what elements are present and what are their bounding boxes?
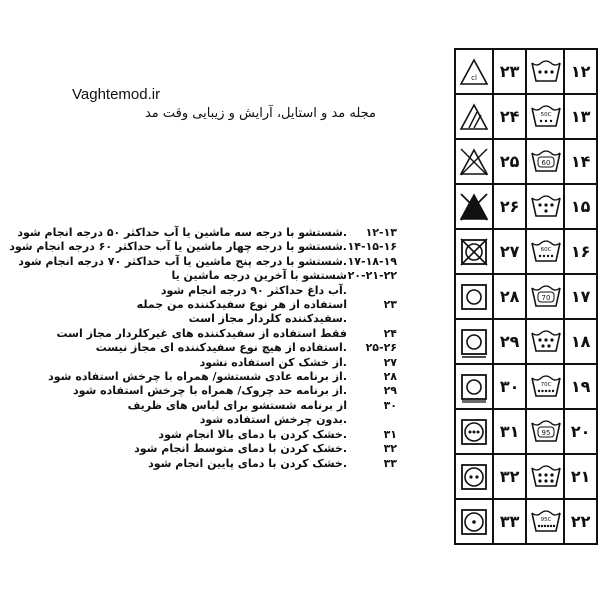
symbol-number: ۳۱ (493, 409, 526, 454)
legend-number: ۱۲-۱۳ (365, 226, 397, 239)
legend-text: .از برنامه عادی شستشو/ همراه با چرخش استفاده شود (48, 370, 347, 384)
symbol-number: ۱۶ (564, 229, 597, 274)
symbol-row (455, 229, 597, 274)
symbol-grid (454, 48, 598, 545)
bleach-non-chlorine-icon (455, 94, 493, 139)
symbol-row (455, 184, 597, 229)
symbol-row (455, 274, 597, 319)
legend-row (0, 226, 405, 240)
legend-number: ۲۳ (383, 298, 397, 312)
legend-number: ۲۷ (383, 355, 397, 369)
symbol-row (455, 364, 597, 409)
legend-text: .از برنامه حد چروک/ همراه با چرخش استفاده شود (72, 384, 347, 398)
legend-text: .خشک کردن با دمای پایین انجام شود (148, 456, 347, 470)
wash-temp-icon (526, 274, 564, 319)
symbol-number: ۱۹ (564, 364, 597, 409)
legend-row (0, 269, 405, 283)
symbol-row (455, 94, 597, 139)
magazine-subtitle: مجله مد و استایل، آرایش و زیبایی وقت مد (144, 106, 376, 121)
symbol-number: ۱۲ (564, 49, 597, 94)
symbol-row (455, 499, 597, 544)
legend-number (347, 413, 405, 427)
tumble-dry-two-dots-icon (455, 454, 493, 499)
symbol-number: ۳۳ (493, 499, 526, 544)
legend-number: ۱۷-۱۸-۱۹ (347, 254, 397, 268)
no-tumble-dry-icon (455, 229, 493, 274)
tumble-dry-delicate-icon (455, 364, 493, 409)
symbol-number: ۳۰ (493, 364, 526, 409)
legend-row (0, 356, 405, 370)
legend-text: .از خشک کن استفاده نشود (199, 355, 347, 369)
symbol-number: ۲۸ (493, 274, 526, 319)
wash-four-dots-icon (526, 229, 564, 274)
brand-name: Vaghtemod.ir (72, 86, 161, 103)
symbol-number: ۳۲ (493, 454, 526, 499)
wash-five-dots-icon (526, 364, 564, 409)
legend-number: ۲۴ (383, 326, 397, 340)
symbol-row (455, 49, 597, 94)
legend-text: شستشو با آخرین درجه ماشین یا (171, 269, 347, 283)
legend-text: .آب داغ حداکثر ۹۰ درجه انجام شود (160, 283, 347, 297)
legend-text: .بدون چرخش استفاده شود (199, 413, 347, 427)
symbol-row (455, 139, 597, 184)
symbol-number: ۱۸ (564, 319, 597, 364)
legend-text: .خشک کردن با دمای بالا انجام شود (158, 427, 347, 441)
legend-row (0, 399, 405, 413)
symbol-number: ۲۹ (493, 319, 526, 364)
legend-number: ۲۰-۲۱-۲۲ (347, 269, 397, 283)
svg-text:95: 95 (541, 428, 551, 437)
symbol-number: ۲۲ (564, 499, 597, 544)
svg-text:70: 70 (541, 293, 551, 302)
legend-text: فقط استفاده از سفیدکننده های غیرکلردار مجاز است (56, 326, 347, 340)
legend-number (347, 284, 405, 298)
wash-temp-icon (526, 139, 564, 184)
legend-row (0, 312, 405, 326)
no-bleach-icon (455, 139, 493, 184)
legend-row (0, 255, 405, 269)
wash-four-dots-icon (526, 184, 564, 229)
wash-three-dots-icon (526, 49, 564, 94)
symbol-number: ۲۴ (493, 94, 526, 139)
svg-text:60C: 60C (540, 246, 552, 253)
tumble-dry-icon (455, 274, 493, 319)
symbol-number: ۲۳ (493, 49, 526, 94)
bleach-cl-icon (455, 49, 493, 94)
legend-row (0, 284, 405, 298)
legend-row (0, 413, 405, 427)
symbol-number: ۲۷ (493, 229, 526, 274)
legend-row (0, 457, 405, 471)
legend-row (0, 298, 405, 312)
symbol-number: ۲۰ (564, 409, 597, 454)
legend-text: استفاده از هر نوع سفیدکننده من جمله (136, 298, 347, 312)
legend-number: ۲۹ (383, 384, 397, 398)
legend-text: .استفاده از هیچ نوع سفیدکننده ای مجاز نیست (95, 341, 347, 355)
symbol-row (455, 454, 597, 499)
svg-text:70C: 70C (540, 381, 552, 388)
no-bleach-filled-icon (455, 184, 493, 229)
legend-number: ۳۳ (383, 456, 397, 470)
symbol-number: ۱۳ (564, 94, 597, 139)
svg-text:50C: 50C (540, 111, 552, 118)
symbol-number: ۲۵ (493, 139, 526, 184)
tumble-dry-one-dot-icon (455, 499, 493, 544)
svg-text:cl: cl (471, 73, 477, 82)
wash-six-dots-icon (526, 499, 564, 544)
svg-text:95C: 95C (540, 516, 552, 523)
svg-text:60: 60 (541, 158, 551, 167)
legend-list (0, 226, 405, 471)
wash-temp-icon (526, 409, 564, 454)
symbol-row (455, 409, 597, 454)
wash-five-dots-icon (526, 319, 564, 364)
legend-number: ۳۱ (383, 427, 397, 441)
legend-row (0, 240, 405, 254)
symbol-row (455, 319, 597, 364)
legend-row (0, 428, 405, 442)
legend-number: ۲۵-۲۶ (365, 341, 397, 355)
symbol-number: ۱۷ (564, 274, 597, 319)
legend-row (0, 370, 405, 384)
legend-text: .سفیدکننده کلردار مجاز است (188, 312, 347, 326)
legend-number: ۳۲ (383, 442, 397, 456)
legend-row (0, 341, 405, 355)
wash-six-dots-icon (526, 454, 564, 499)
legend-number: ۲۸ (383, 370, 397, 384)
symbol-number: ۱۴ (564, 139, 597, 184)
symbol-number: ۲۶ (493, 184, 526, 229)
symbol-number: ۲۱ (564, 454, 597, 499)
legend-text: .شستشو با درجه سه ماشین یا آب حداکثر ۵۰ درجه انجام شود (17, 226, 347, 239)
tumble-dry-three-dots-icon (455, 409, 493, 454)
legend-number: ۳۰ (383, 398, 397, 412)
legend-number (347, 312, 405, 326)
legend-text: .شستشو با درجه چهار ماشین یا آب حداکثر ۶۰ درجه انجام شود (9, 240, 347, 254)
wash-three-dots-icon (526, 94, 564, 139)
legend-text: .شستشو با درجه پنج ماشین یا آب حداکثر ۷۰ درجه انجام شود (18, 254, 347, 268)
symbol-number: ۱۵ (564, 184, 597, 229)
legend-text: از برنامه شستشو برای لباس های ظریف (127, 398, 347, 412)
legend-number: ۱۴-۱۵-۱۶ (347, 240, 397, 254)
tumble-dry-permanent-press-icon (455, 319, 493, 364)
legend-row (0, 384, 405, 398)
legend-row (0, 327, 405, 341)
legend-text: .خشک کردن با دمای متوسط انجام شود (134, 442, 347, 456)
legend-row (0, 442, 405, 456)
